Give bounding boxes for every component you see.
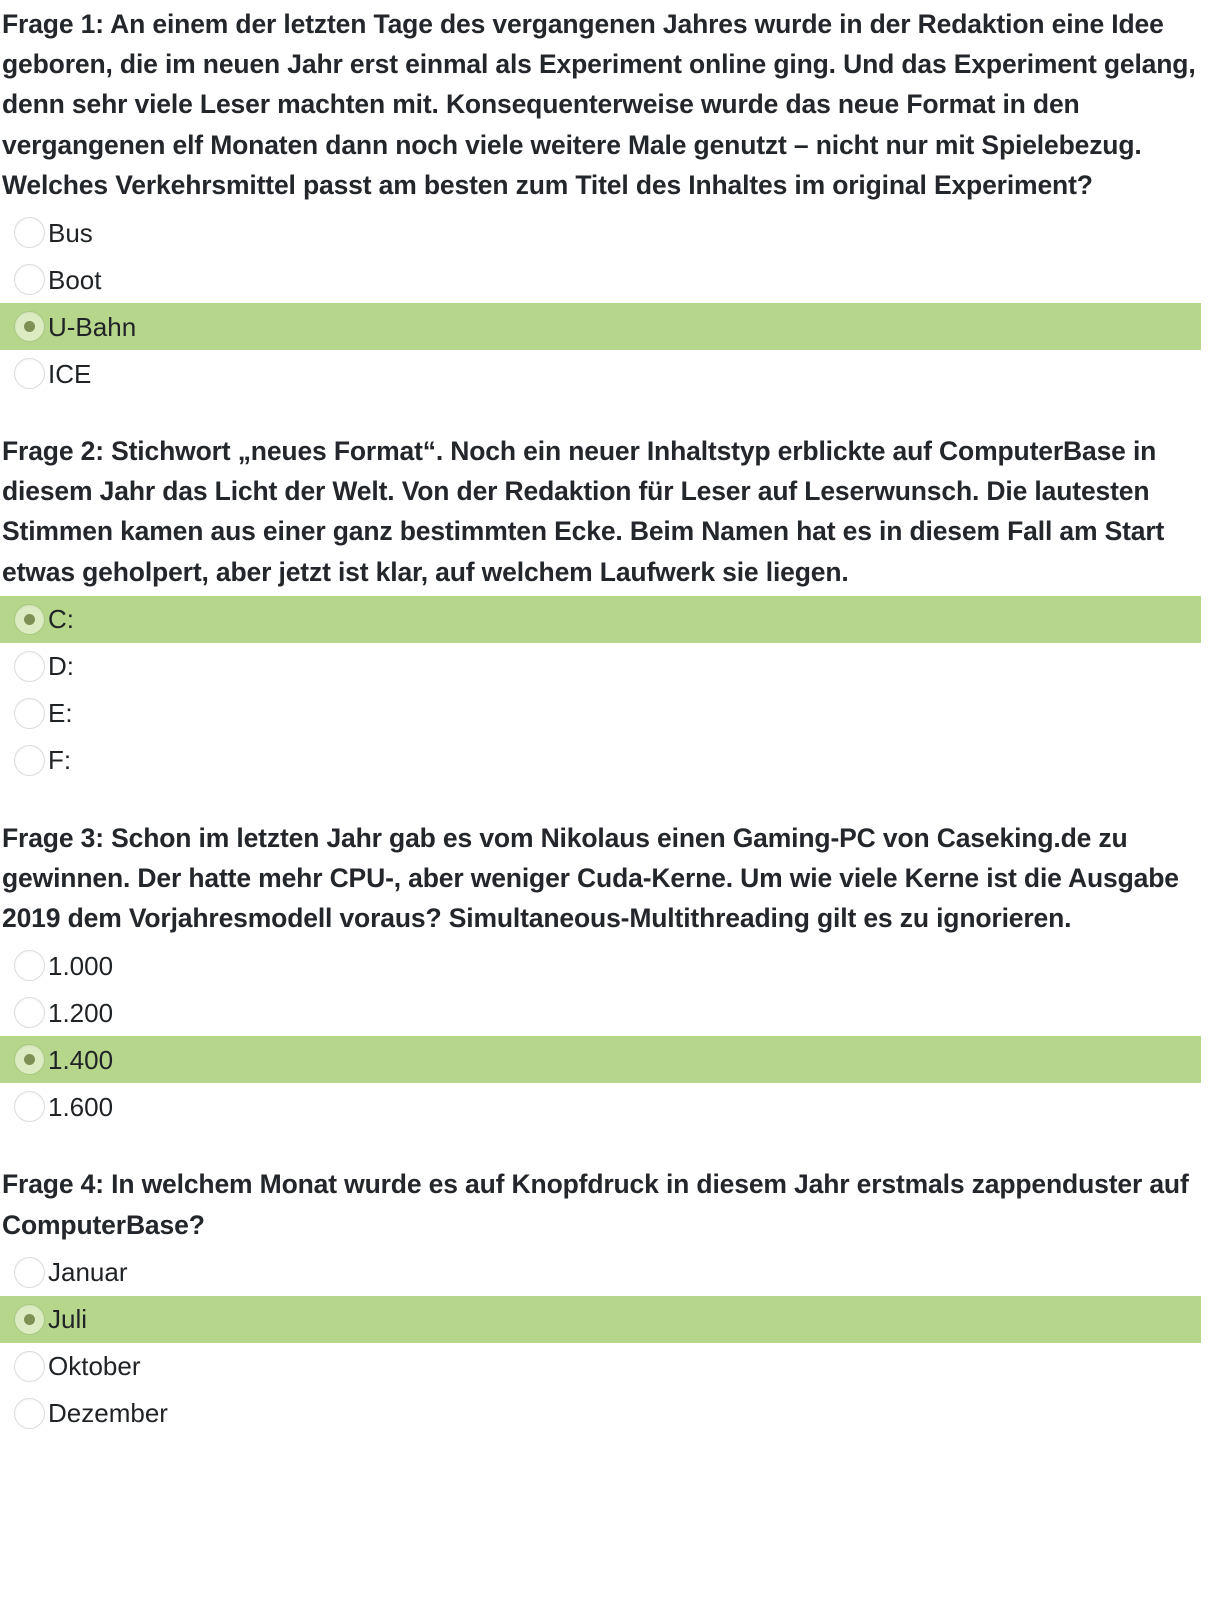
radio-unselected-icon[interactable] [14, 1257, 45, 1288]
option-row[interactable] [0, 942, 1201, 989]
option-label: Januar [48, 1257, 128, 1288]
question-block [0, 431, 1218, 784]
option-label: U-Bahn [48, 311, 137, 342]
question-text: Frage 1: An einem der letzten Tage des vergangenen Jahres wurde in der Redaktion eine Idee geboren, die im neuen Jahr erst einmal als Experiment online ging. Und das Experiment gelang, denn sehr viele Leser machten mit. Konsequenterweise wurde das neue Format in den vergangenen elf Monaten dann noch viele weitere Male genutzt – nicht nur mit Spielebezug. Welches Verkehrsmittel passt am besten zum Titel des Inhaltes im original Experiment? [2, 9, 1196, 200]
option-label: E: [48, 698, 73, 729]
question-block [0, 4, 1218, 397]
option-row[interactable] [0, 1036, 1201, 1083]
option-row[interactable] [0, 209, 1201, 256]
question-text: Frage 2: Stichwort „neues Format“. Noch ein neuer Inhaltstyp erblickte auf ComputerBase in diesem Jahr das Licht der Welt. Von der Redaktion für Leser auf Leserwunsch. Die lautesten Stimmen kamen aus einer ganz bestimmten Ecke. Beim Namen hat es in diesem Fall am Start etwas geholpert, aber jetzt ist klar, auf welchem Laufwerk sie liegen. [2, 436, 1165, 587]
option-row[interactable] [0, 1343, 1201, 1390]
option-row[interactable] [0, 643, 1201, 690]
radio-unselected-icon[interactable] [14, 698, 45, 729]
option-row[interactable] [0, 1249, 1201, 1296]
option-label: 1.000 [48, 950, 114, 981]
radio-unselected-icon[interactable] [14, 1091, 45, 1122]
radio-unselected-icon[interactable] [14, 745, 45, 776]
option-row[interactable] [0, 350, 1201, 397]
question-text: Frage 3: Schon im letzten Jahr gab es vom Nikolaus einen Gaming-PC von Caseking.de zu gewinnen. Der hatte mehr CPU-, aber weniger Cuda-Kerne. Um wie viele Kerne ist die Ausgabe 2019 dem Vorjahresmodell voraus? Simultaneous-Multithreading gilt es zu ignorieren. [2, 822, 1179, 934]
option-label: Juli [48, 1304, 88, 1335]
option-list [0, 596, 1218, 784]
radio-unselected-icon[interactable] [14, 651, 45, 682]
option-row[interactable] [0, 1083, 1201, 1130]
radio-selected-icon[interactable] [14, 1044, 45, 1075]
option-row[interactable] [0, 1390, 1201, 1437]
option-list [0, 1249, 1218, 1437]
quiz-form [0, 4, 1218, 1437]
option-label: C: [48, 604, 74, 635]
question-block [0, 818, 1218, 1131]
option-row[interactable] [0, 256, 1201, 303]
option-label: F: [48, 745, 72, 776]
radio-unselected-icon[interactable] [14, 217, 45, 248]
option-label: 1.200 [48, 997, 114, 1028]
option-label: Bus [48, 217, 93, 248]
radio-unselected-icon[interactable] [14, 997, 45, 1028]
question-block [0, 1164, 1218, 1436]
radio-unselected-icon[interactable] [14, 1398, 45, 1429]
radio-unselected-icon[interactable] [14, 358, 45, 389]
option-label: 1.600 [48, 1091, 114, 1122]
option-row[interactable] [0, 596, 1201, 643]
option-row[interactable] [0, 690, 1201, 737]
radio-selected-icon[interactable] [14, 604, 45, 635]
option-row[interactable] [0, 1296, 1201, 1343]
radio-unselected-icon[interactable] [14, 264, 45, 295]
option-label: 1.400 [48, 1044, 114, 1075]
option-row[interactable] [0, 303, 1201, 350]
option-label: Oktober [48, 1351, 141, 1382]
question-text: Frage 4: In welchem Monat wurde es auf Knopfdruck in diesem Jahr erstmals zappenduster auf ComputerBase? [2, 1169, 1189, 1240]
radio-unselected-icon[interactable] [14, 1351, 45, 1382]
option-label: Boot [48, 264, 102, 295]
option-label: ICE [48, 358, 92, 389]
option-label: Dezember [48, 1398, 168, 1429]
radio-selected-icon[interactable] [14, 311, 45, 342]
option-row[interactable] [0, 989, 1201, 1036]
option-list [0, 942, 1218, 1130]
radio-unselected-icon[interactable] [14, 950, 45, 981]
option-row[interactable] [0, 737, 1201, 784]
radio-selected-icon[interactable] [14, 1304, 45, 1335]
option-label: D: [48, 651, 74, 682]
option-list [0, 209, 1218, 397]
